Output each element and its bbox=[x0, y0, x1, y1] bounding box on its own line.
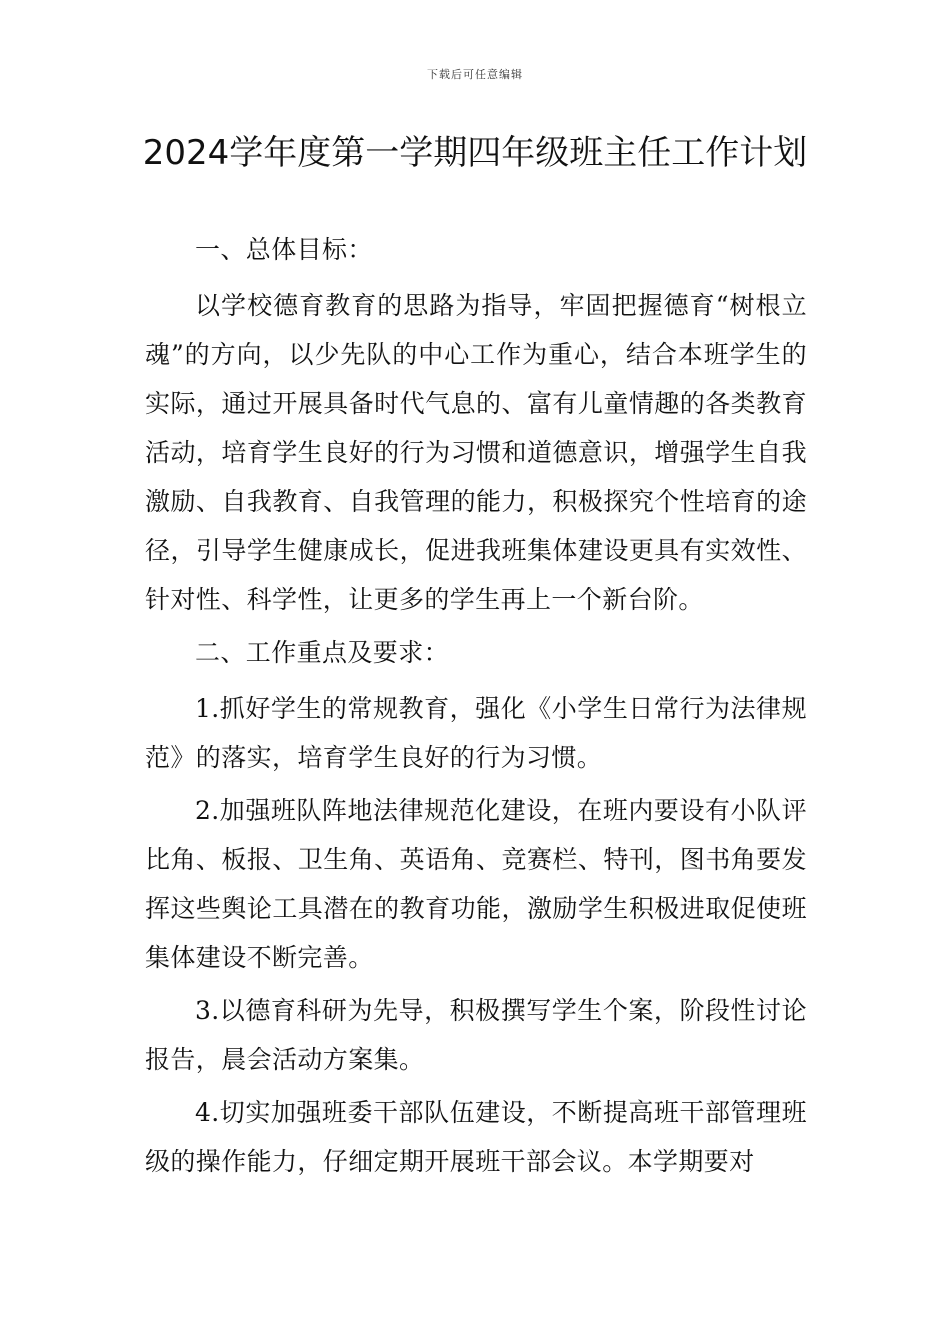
document-body bbox=[145, 225, 807, 1190]
focus-item-3: 3.以德育科研为先导，积极撰写学生个案，阶段性讨论报告，晨会活动方案集。 bbox=[145, 996, 807, 1074]
focus-item-2: 2.加强班队阵地法律规范化建设，在班内要设有小队评比角、板报、卫生角、英语角、竞赛栏、特刊，图书角要发挥这些舆论工具潜在的教育功能，激励学生积极进取促使班集体建设不断完善。 bbox=[145, 796, 807, 972]
document-title: 2024学年度第一学期四年级班主任工作计划 bbox=[142, 133, 808, 173]
section-heading-focus: 二、工作重点及要求： bbox=[195, 638, 450, 667]
focus-item-1: 1.抓好学生的常规教育，强化《小学生日常行为法律规范》的落实，培育学生良好的行为习惯。 bbox=[145, 694, 807, 772]
focus-item-4: 4.切实加强班委干部队伍建设，不断提高班干部管理班级的操作能力，仔细定期开展班干部会议。本学期要对 bbox=[145, 1098, 807, 1176]
header-note: 下载后可任意编辑 bbox=[427, 68, 523, 81]
section-heading-goal: 一、总体目标： bbox=[195, 235, 373, 264]
goal-paragraph: 以学校德育教育的思路为指导，牢固把握德育“树根立魂”的方向，以少先队的中心工作为重心，结合本班学生的实际，通过开展具备时代气息的、富有儿童情趣的各类教育活动，培育学生良好的行为习惯和道德意识，增强学生自我激励、自我教育、自我管理的能力，积极探究个性培育的途径，引导学生健康成长，促进我班集体建设更具有实效性、针对性、科学性，让更多的学生再上一个新台阶。 bbox=[145, 291, 807, 614]
